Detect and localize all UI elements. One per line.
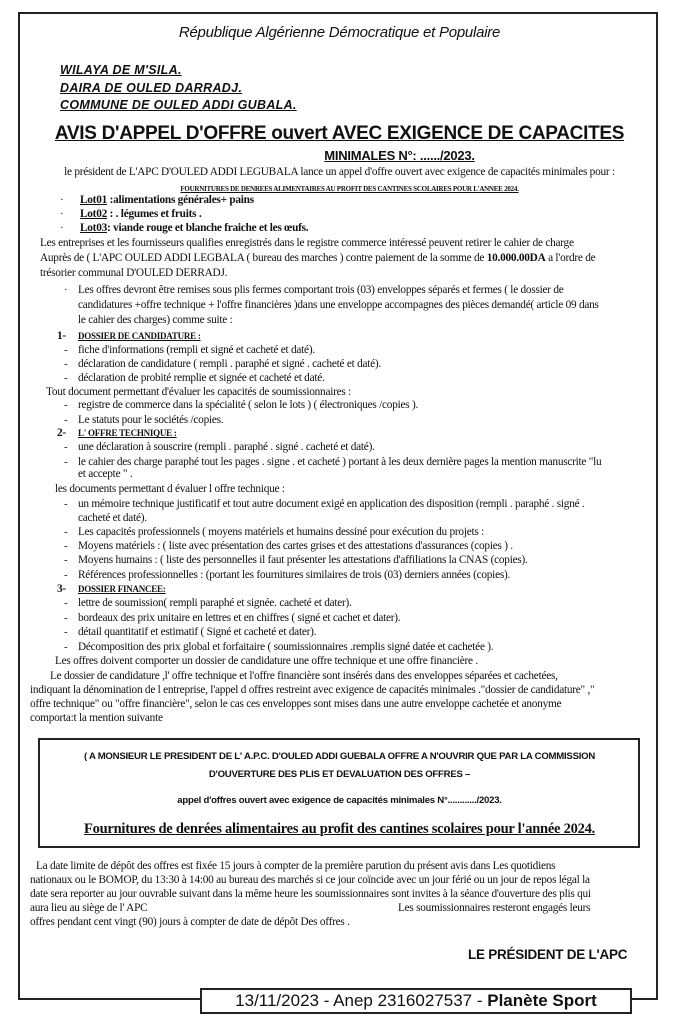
list-item: fiche d'informations (rempli et signé et cacheté et daté). (78, 344, 315, 356)
list-item: lettre de soumission( rempli paraphé et signée. cacheté et dater). (78, 597, 352, 609)
bullet: - (64, 626, 68, 638)
bullet: · (60, 222, 64, 234)
bullet: - (64, 344, 68, 356)
commune: COMMUNE DE OULED ADDI GUBALA. (60, 98, 297, 112)
para3-line: comporta:t la mention suivante (30, 712, 163, 724)
bullet: - (64, 641, 68, 653)
para2-line: Les offres devront être remises sous plis fermes comportant trois (03) enveloppes séparés et fermes ( le dossier de (78, 284, 564, 296)
fee-amount: 10.000.00DA (486, 252, 546, 264)
list-item: bordeaux des prix unitaire en lettres et en chiffres ( signé et cachet et dater). (78, 612, 401, 624)
note: Tout document permettant d'évaluer les capacités de soumissionnaires : (46, 386, 351, 398)
box-line: ( A MONSIEUR LE PRESIDENT DE L' A.P.C. D'OULED ADDI GUEBALA OFFRE A N'OUVRIR QUE PAR LA COMMISSION (83, 751, 596, 762)
section-3-num: 3- (57, 583, 66, 595)
bullet: - (64, 569, 68, 581)
para4-line: date sera reporter au jour ouvrable suivant dans la même heure les soumissionnaires sont invites à la séance d'ouverture des plis qui (30, 888, 591, 900)
bullet: - (64, 612, 68, 624)
list-item: Décomposition des prix global et forfaitaire ( soumissionnaires .remplis signé datée et cachetée ). (78, 641, 494, 653)
note: les documents permettant d évaluer l offre technique : (55, 483, 285, 495)
republic-header: République Algérienne Démocratique et Populaire (178, 24, 501, 41)
para3-line: Le dossier de candidature ,l' offre technique et l'offre financière sont insérés dans des enveloppes séparées et cachetées, (50, 670, 558, 682)
list-item: cacheté et daté). (78, 512, 147, 524)
subject: FOURNITURES DE DENREES ALIMENTAIRES AU PROFIT DES CANTINES SCOLAIRES POUR L'ANNEE 2024. (180, 185, 519, 193)
section-2-title: L' OFFRE TECHNIQUE : (78, 428, 177, 438)
para1-line: trésorier communal D'OULED DERRADJ. (40, 267, 228, 279)
bullet: - (64, 554, 68, 566)
box-line: D'OUVERTURE DES PLIS ET DEVALUATION DES OFFRES – (208, 769, 471, 780)
bullet: - (64, 597, 68, 609)
bullet: · (60, 194, 64, 206)
bullet: - (64, 498, 68, 510)
wilaya: WILAYA DE M'SILA. (60, 63, 182, 77)
list-item: le cahier des charge paraphé tout les pages . signe . et cacheté ) portant à les deux dernière pages la mention manuscrite "lu (78, 456, 602, 468)
para4-line: La date limite de dépôt des offres est fixée 15 jours à compter de la première parution du présent avis dans Les quotidiens (36, 860, 556, 872)
para4-line: offres pendant cent vingt (90) jours à compter de date de dépôt Des offres . (30, 916, 350, 928)
bullet: · (60, 208, 64, 220)
section-3-title: DOSSIER FINANCEE: (78, 584, 166, 594)
box-line: appel d'offres ouvert avec exigence de capacités minimales N°............/2023. (177, 795, 502, 806)
list-item: Références professionnelles : (portant les fournitures similaires de trois (03) derniers années (copies). (78, 569, 511, 581)
notice-title: AVIS D'APPEL D'OFFRE ouvert AVEC EXIGENCE DE CAPACITES (54, 123, 625, 144)
signature: LE PRÉSIDENT DE L'APC (468, 947, 628, 962)
notice-number: MINIMALES N°: ....../2023. (324, 148, 475, 163)
list-item: Le statuts pour le sociétés /copies. (78, 414, 224, 426)
para1-line: Les entreprises et les fournisseurs qualifies enregistrés dans le registre commerce intéressé peuvent retirer le cahier de charge (40, 237, 574, 249)
para3-line: indiquant la dénomination de l entreprise, l'appel d offres restreint avec exigence de capacités minimales ."dossier de candidature" ," (30, 684, 595, 696)
para3-line: Les offres doivent comporter un dossier de candidature une offre technique et une offre financière . (55, 655, 478, 667)
bullet: - (64, 441, 68, 453)
lot-3: Lot03: viande rouge et blanche fraiche et les œufs. (80, 222, 309, 234)
list-item: registre de commerce dans la spécialité ( selon le lots ) ( électroniques /copies ). (78, 399, 419, 411)
list-item: déclaration de candidature ( rempli . paraphé et signé . cacheté et daté). (78, 358, 381, 370)
para4-line: Les soumissionnaires resteront engagés leurs (398, 902, 591, 914)
para3-line: offre technique" ou "offre financière", selon le cas ces enveloppes sont mises dans une autre enveloppe cachetée et anonyme (30, 698, 562, 710)
section-1-title: DOSSIER DE CANDIDATURE : (78, 331, 201, 341)
section-2-num: 2- (57, 427, 66, 439)
lot-1: Lot01 :alimentations générales+ pains (80, 194, 254, 206)
list-item: un mémoire technique justificatif et tout autre document exigé en application des disposition (rempli . paraphé . signé . (78, 498, 585, 510)
list-item: détail quantitatif et estimatif ( Signé et cacheté et dater). (78, 626, 317, 638)
publication-footer: 13/11/2023 - Anep 2316027537 - Planète Sport (200, 988, 632, 1014)
bullet: - (64, 414, 68, 426)
para1-line: Auprès de ( L'APC OULED ADDI LEGBALA ( bureau des marches ) contre paiement de la somme de 10.000.00DA a l'ordre de (40, 252, 596, 264)
list-item: Moyens humains : ( liste des personnelles il faut présenter les attestations d'affiliations la CNAS (copies). (78, 554, 528, 566)
section-1-num: 1- (57, 330, 66, 342)
bullet: - (64, 358, 68, 370)
bullet: - (64, 456, 68, 468)
para4-line: nationaux ou le BOMOP, du 13:30 à 14:00 au bureau des marchés si ce jour coïncide avec un jour férié ou un jour de repos légal la (30, 874, 590, 886)
daira: DAIRA DE OULED DARRADJ. (60, 81, 243, 95)
para4-line: aura lieu au siège de l' APC (30, 902, 148, 914)
bullet: - (64, 540, 68, 552)
list-item: Les capacités professionnels ( moyens matériels et humains dessiné pour exécution du projets : (78, 526, 484, 538)
lot-2: Lot02 : . légumes et fruits . (80, 208, 202, 220)
box-subject: Fournitures de denrées alimentaires au profit des cantines scolaires pour l'année 2024. (84, 821, 595, 837)
bullet: - (64, 399, 68, 411)
list-item: Moyens matériels : ( liste avec présentation des cartes grises et des attestations d'assurances (copies ) . (78, 540, 513, 552)
para2-line: candidatures +offre technique + l'offre financières )dans une enveloppe accompagnes des pièces demandé( article 09 dans (78, 299, 599, 311)
bullet: · (64, 284, 68, 296)
bullet: - (64, 526, 68, 538)
list-item: et accepte " . (78, 468, 133, 480)
list-item: une déclaration à souscrire (rempli . paraphé . signé . cacheté et daté). (78, 441, 375, 453)
bullet: - (64, 372, 68, 384)
para2-line: le cahier des charges) comme suite : (78, 314, 233, 326)
list-item: déclaration de probité remplie et signée et cacheté et daté. (78, 372, 325, 384)
intro: le président de L'APC D'OULED ADDI LEGUBALA lance un appel d'offre ouvert avec exigence de capacités minimales pour : (64, 166, 615, 178)
